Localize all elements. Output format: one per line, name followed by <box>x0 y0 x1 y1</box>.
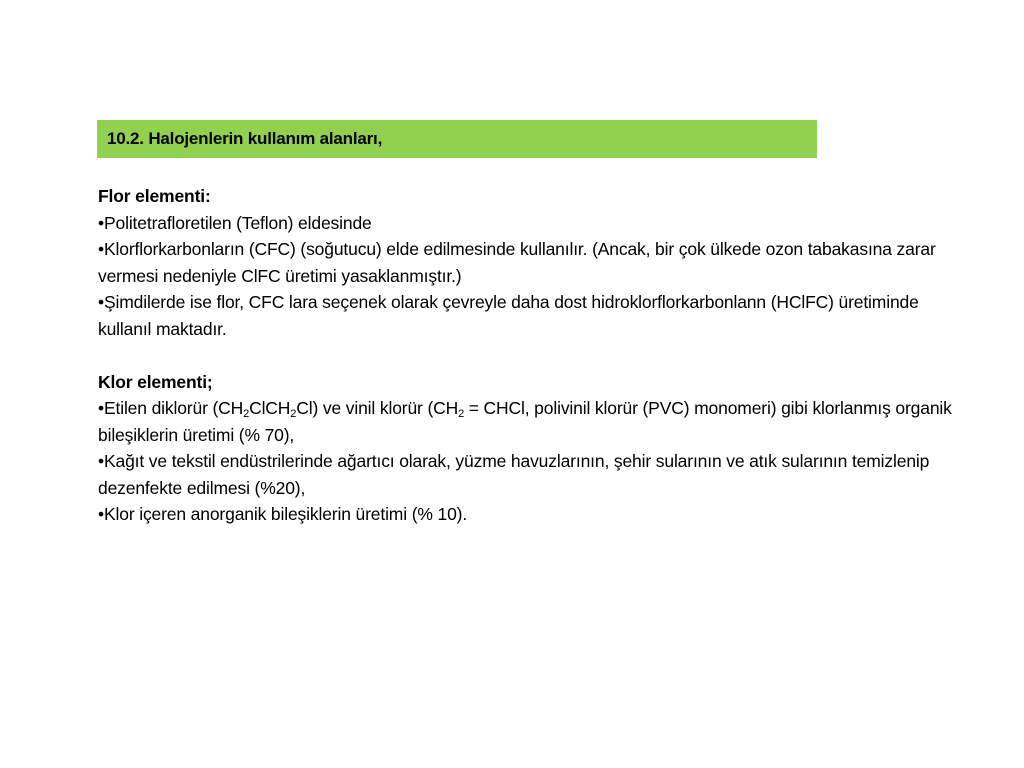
flor-bullet-cfc: •Klorflorkarbonların (CFC) (soğutucu) elde edilmesinde kullanılır. (Ancak, bir çok ülkede ozon tabakasına zarar vermesi nedeniyle ClFC üretimi yasaklanmıştır.) <box>98 239 936 286</box>
flor-heading: Flor elementi: <box>98 186 211 206</box>
klor-bullet-organic-text-2: ClCH <box>249 398 291 418</box>
flor-bullet-teflon: •Politetrafloretilen (Teflon) eldesinde <box>98 212 372 233</box>
subscript: 2 <box>243 408 250 420</box>
slide-title: 10.2. Halojenlerin kullanım alanları, <box>107 129 383 148</box>
subscript: 2 <box>290 408 297 420</box>
klor-bullet-organic <box>98 395 958 448</box>
klor-bullet-bleach: •Kağıt ve tekstil endüstrilerinde ağartıcı olarak, yüzme havuzlarının, şehir sularının ve atık sularının temizlenip dezenfekte edilmesi (%20), <box>98 451 930 498</box>
klor-bullet-organic-text-1: •Etilen diklorür (CH <box>98 398 244 418</box>
subscript: 2 <box>458 408 465 420</box>
section-gap <box>98 342 958 369</box>
klor-heading: Klor elementi; <box>98 371 213 392</box>
slide-content <box>98 183 958 528</box>
klor-bullet-inorganic: •Klor içeren anorganik bileşiklerin üretimi (% 10). <box>98 504 468 524</box>
flor-bullet-hclfc: •Şimdilerde ise flor, CFC lara seçenek olarak çevreyle daha dost hidroklorflorkarbonlann (HClFC) üretiminde kullanıl maktadır. <box>98 292 919 339</box>
title-bar <box>97 120 817 158</box>
klor-bullet-organic-text-3: Cl) ve vinil klorür (CH <box>296 398 459 418</box>
klor-bullet-organic-text-4: = CHCl, polivinil klorür (PVC) monomeri) gibi klorlanmış organik bileşiklerin üretimi (% 70), <box>98 398 952 445</box>
